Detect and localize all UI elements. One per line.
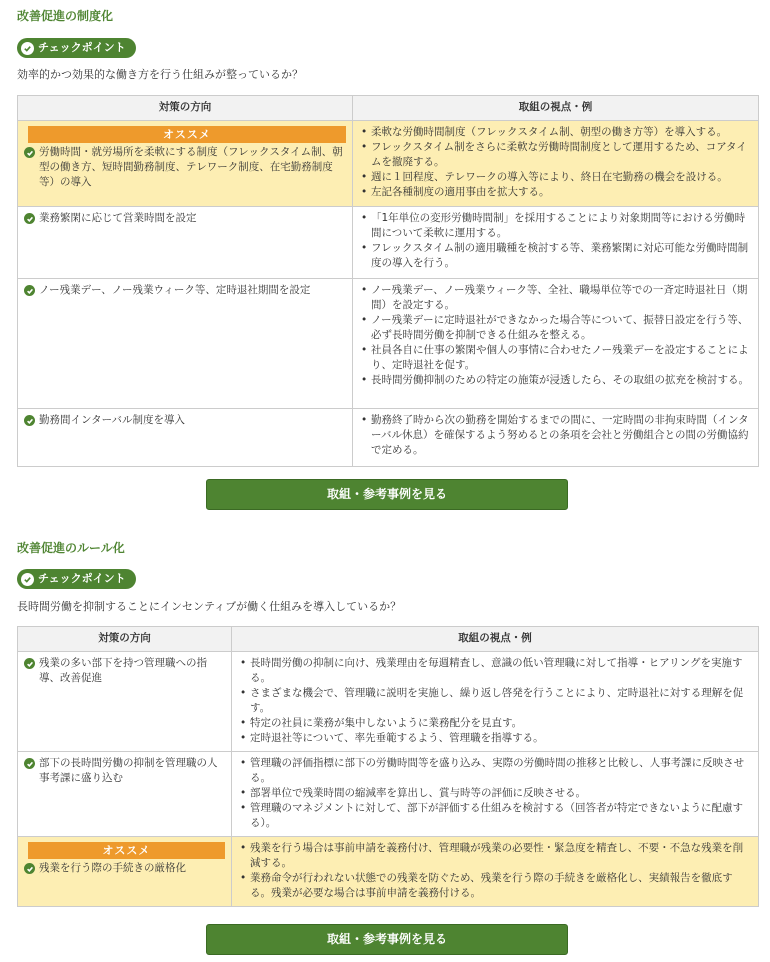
check-circle-icon (24, 213, 35, 224)
points-cell (353, 279, 759, 409)
list-item: • ノー残業デー、ノー残業ウィーク等、全社、職場単位等での一斉定時退社日（期間）を設定する。 (359, 283, 752, 313)
check-circle-icon (21, 573, 34, 586)
list-item: • 柔軟な労働時間制度（フレックスタイム制、朝型の働き方等）を導入する。 (359, 125, 752, 140)
measure-cell (18, 752, 232, 837)
section-title: 改善促進の制度化 (17, 9, 114, 23)
checkpoint-question: 長時間労働を抑制することにインセンティブが働く仕組みを導入しているか？ (17, 600, 402, 613)
section-institutionalization (17, 8, 758, 24)
points-cell (353, 409, 759, 467)
measure-cell (18, 121, 353, 207)
check-circle-icon (24, 415, 35, 426)
checkpoint-row (17, 569, 758, 589)
table-row (18, 409, 759, 467)
table-row (18, 652, 759, 752)
measure-text: 部下の長時間労働の抑制を管理職の人事考課に盛り込む (39, 757, 218, 784)
table-header-row (18, 627, 759, 652)
list-item: • 管理職の評価指標に部下の労働時間等を盛り込み、実際の労働時間の推移と比較し、人事考課に反映させる。 (238, 756, 752, 786)
view-examples-button[interactable]: 取組・参考事例を見る (206, 479, 568, 510)
measure-cell (18, 279, 353, 409)
table-row (18, 837, 759, 907)
check-circle-icon (21, 42, 34, 55)
checkpoint-pill (17, 38, 136, 58)
recommended-badge: オススメ (28, 842, 225, 859)
list-item: • 部署単位で残業時間の縮減率を算出し、賞与時等の評価に反映させる。 (238, 786, 752, 801)
check-circle-icon (24, 863, 35, 874)
measures-table-2-wrap (17, 626, 758, 907)
checkpoint-label: チェックポイント (38, 572, 126, 586)
table-row (18, 279, 759, 409)
measure-text: 残業を行う際の手続きの厳格化 (39, 862, 186, 874)
list-item: • 左記各種制度の適用事由を拡大する。 (359, 185, 752, 200)
measure-cell (18, 207, 353, 279)
measure-text: ノー残業デー、ノー残業ウィーク等、定時退社期間を設定 (39, 284, 311, 296)
question-row (17, 67, 758, 83)
check-circle-icon (24, 658, 35, 669)
list-item: • 週に１回程度、テレワークの導入等により、終日在宅勤務の機会を設ける。 (359, 170, 752, 185)
points-cell (232, 652, 759, 752)
column-header-points: 取組の視点・例 (232, 627, 759, 652)
list-item: • 社員各自に仕事の繁閑や個人の事情に合わせたノー残業デーを設定することにより、定時退社を促す。 (359, 343, 752, 373)
list-item: • 特定の社員に業務が集中しないように業務配分を見直す。 (238, 716, 752, 731)
list-item: • さまざまな機会で、管理職に説明を実施し、繰り返し啓発を行うことにより、定時退社に対する理解を促す。 (238, 686, 752, 716)
column-header-measure: 対策の方向 (18, 96, 353, 121)
check-circle-icon (24, 758, 35, 769)
measure-text: 勤務間インターバル制度を導入 (39, 414, 186, 426)
section-title: 改善促進のルール化 (17, 541, 125, 555)
list-item: • 長時間労働の抑制に向け、残業理由を毎週精査し、意識の低い管理職に対して指導・ヒアリングを実施する。 (238, 656, 752, 686)
measure-text: 労働時間・就労場所を柔軟にする制度（フレックスタイム制、朝型の働き方、短時間勤務制度、テレワーク制度、在宅勤務制度等）の導入 (39, 146, 343, 188)
list-item: • 「1年単位の変形労働時間制」を採用することにより対象期間等における労働時間について柔軟に運用する。 (359, 211, 752, 241)
list-item: • 定時退社等について、率先垂範するよう、管理職を指導する。 (238, 731, 752, 746)
checkpoint-pill (17, 569, 136, 589)
points-cell (232, 837, 759, 907)
measures-table (17, 95, 759, 467)
column-header-measure: 対策の方向 (18, 627, 232, 652)
points-cell (353, 207, 759, 279)
table-row (18, 121, 759, 207)
measure-text: 業務繁閑に応じて営業時間を設定 (39, 212, 197, 224)
question-row (17, 599, 758, 615)
view-examples-button[interactable]: 取組・参考事例を見る (206, 924, 568, 955)
list-item: • 管理職のマネジメントに対して、部下が評価する仕組みを検討する（回答者が特定できないように配慮する）。 (238, 801, 752, 831)
section-rules (17, 540, 758, 556)
checkpoint-label: チェックポイント (38, 41, 126, 55)
measures-table (17, 626, 759, 907)
recommended-badge: オススメ (28, 126, 346, 143)
measure-text: 残業の多い部下を持つ管理職への指導、改善促進 (39, 657, 207, 684)
checkpoint-row (17, 38, 758, 58)
table-row (18, 752, 759, 837)
list-item: • フレックスタイム制をさらに柔軟な労働時間制度として運用するため、コアタイムを撤廃する。 (359, 140, 752, 170)
list-item: • 残業を行う場合は事前申請を義務付け、管理職が残業の必要性・緊急度を精査し、不要・不急な残業を削減する。 (238, 841, 752, 871)
check-circle-icon (24, 285, 35, 296)
list-item: • 勤務終了時から次の勤務を開始するまでの間に、一定時間の非拘束時間（インターバル休息）を確保するよう努めるとの条項を会社と労働組合との間の労働協約で定める。 (359, 413, 752, 458)
checkpoint-question: 効率的かつ効果的な働き方を行う仕組みが整っているか？ (17, 68, 303, 81)
measure-cell (18, 837, 232, 907)
points-cell (353, 121, 759, 207)
list-item: • ノー残業デーに定時退社ができなかった場合等について、振替日設定を行う等、必ず長時間労働を抑制できる仕組みを整える。 (359, 313, 752, 343)
points-cell (232, 752, 759, 837)
table-row (18, 207, 759, 279)
check-circle-icon (24, 147, 35, 158)
list-item: • 長時間労働抑制のための特定の施策が浸透したら、その取組の拡充を検討する。 (359, 373, 752, 388)
measures-table-1-wrap (17, 95, 758, 467)
table-header-row (18, 96, 759, 121)
column-header-points: 取組の視点・例 (353, 96, 759, 121)
list-item: • フレックスタイム制の適用職種を検討する等、業務繁閑に対応可能な労働時間制度の導入を行う。 (359, 241, 752, 271)
measure-cell (18, 409, 353, 467)
list-item: • 業務命令が行われない状態での残業を防ぐため、残業を行う際の手続きを厳格化し、実績報告を徹底する。残業が必要な場合は事前申請を義務付ける。 (238, 871, 752, 901)
measure-cell (18, 652, 232, 752)
